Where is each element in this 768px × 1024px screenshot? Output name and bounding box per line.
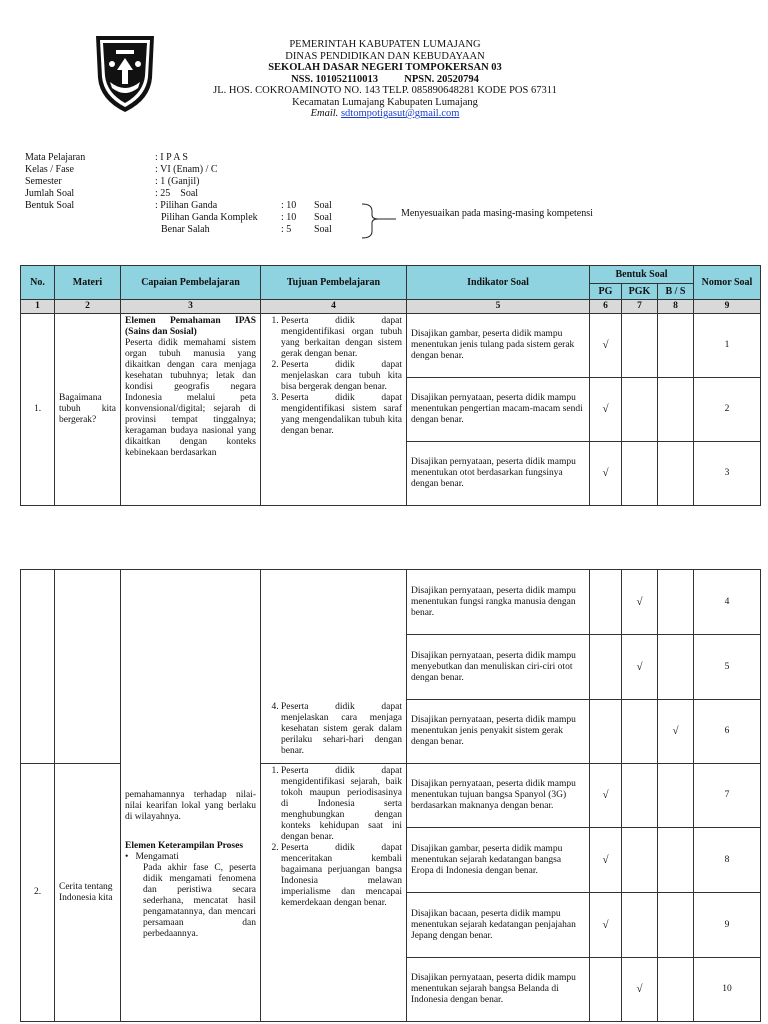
indikator-cell: Disajikan gambar, peserta didik mampu menentukan sejarah kedatangan bangsa Eropa di Indonesia dengan benar.: [407, 828, 590, 893]
bentuk-unit: Soal: [314, 212, 332, 223]
column-number-row: [21, 300, 761, 314]
exam-meta: [25, 152, 344, 236]
bentuk-name: Pilihan Ganda Komplek: [161, 212, 258, 223]
bentuk-unit: Soal: [314, 224, 332, 235]
bentuk-count: : 10: [281, 212, 297, 223]
col-number: 4: [261, 300, 407, 314]
col-number: 3: [121, 300, 261, 314]
row-materi: Cerita tentang Indonesia kita: [55, 764, 121, 1022]
curly-brace-icon: [360, 203, 396, 239]
tp-item: 2. Peserta didik dapat menceritakan kembali bagaimana perjuangan bangsa Indonesia melawan imperialisme dan mencapai kemerdekaan dengan benar.: [281, 843, 402, 909]
bs-check: [658, 442, 694, 506]
pg-check: √: [590, 378, 622, 442]
indikator-cell: Disajikan pernyataan, peserta didik mampu menyebutkan dan menuliskan ciri-ciri otot dengan benar.: [407, 635, 590, 700]
indikator-cell: Disajikan pernyataan, peserta didik mampu menentukan sejarah bangsa Belanda di Indonesia dengan benar.: [407, 958, 590, 1022]
bs-check: [658, 893, 694, 958]
header-no: No.: [21, 266, 55, 300]
cp2-bullet: • Mengamati: [125, 852, 179, 862]
pg-check: √: [590, 828, 622, 893]
col-number: 9: [694, 300, 761, 314]
bs-check: [658, 828, 694, 893]
bs-check: [658, 378, 694, 442]
pgk-check: [622, 893, 658, 958]
tp-item: 1. Peserta didik dapat mengidentifikasi sejarah, baik tokoh maupun periodisasinya di Indonesia serta menghubungkan dengan konteks kehidupan saat ini dengan benar.: [281, 766, 402, 843]
pgk-check: √: [622, 635, 658, 700]
nomor-soal: 6: [694, 700, 761, 764]
indikator-cell: Disajikan gambar, peserta didik mampu menentukan jenis tulang pada sistem gerak dengan benar.: [407, 314, 590, 378]
bentuk-unit: Soal: [314, 200, 332, 211]
pg-check: [590, 635, 622, 700]
pg-check: √: [590, 764, 622, 828]
gov-line: PEMERINTAH KABUPATEN LUMAJANG: [289, 39, 481, 50]
row-no: [21, 570, 55, 764]
col-number: 6: [590, 300, 622, 314]
row-no: 2.: [21, 764, 55, 1022]
pgk-check: [622, 828, 658, 893]
school-address: JL. HOS. COKROAMINOTO NO. 143 TELP. 085890648281 KODE POS 67311: [213, 85, 557, 96]
header-bs: B / S: [658, 284, 694, 300]
row-materi: Bagaimana tubuh kita bergerak?: [55, 314, 121, 506]
nomor-soal: 7: [694, 764, 761, 828]
email-label: Email.: [310, 108, 339, 119]
pgk-check: [622, 764, 658, 828]
cp-text: Peserta didik memahami sistem organ tubuh manusia yang dikaitkan dengan cara menjaga kesehatan tubuhnya; letak dan kondisi geografis negara Indonesia melalui peta konvensional/digital; sejarah di provinsi tempat tinggalnya; keragaman budaya nasional yang dikaitkan dengan konteks kebinekaan berdasarkan: [125, 338, 256, 458]
bs-check: [658, 570, 694, 635]
nomor-soal: 3: [694, 442, 761, 506]
nomor-soal: 10: [694, 958, 761, 1022]
bs-check: [658, 958, 694, 1022]
row-materi: [55, 570, 121, 764]
capaian-cell: [121, 314, 261, 506]
bentuk-name: : Pilihan Ganda: [155, 200, 218, 211]
pgk-check: [622, 700, 658, 764]
nomor-soal: 9: [694, 893, 761, 958]
indikator-cell: Disajikan pernyataan, peserta didik mampu menentukan pengertian macam-macam sendi dengan benar.: [407, 378, 590, 442]
nomor-soal: 1: [694, 314, 761, 378]
tp-item: 2. Peserta didik dapat menjelaskan cara tubuh kita bisa bergerak dengan benar.: [281, 360, 402, 393]
meta-label: Semester: [25, 176, 62, 187]
cp2-bullet-label: Mengamati: [135, 852, 179, 862]
header-pg: PG: [590, 284, 622, 300]
pgk-check: [622, 442, 658, 506]
col-number: 8: [658, 300, 694, 314]
indikator-cell: Disajikan bacaan, peserta didik mampu menentukan sejarah kedatangan penjajahan Jepang dengan benar.: [407, 893, 590, 958]
indikator-cell: Disajikan pernyataan, peserta didik mampu menentukan fungsi rangka manusia dengan benar.: [407, 570, 590, 635]
pg-check: [590, 958, 622, 1022]
bentuk-count: : 5: [281, 224, 292, 235]
meta-value: : I P A S: [155, 152, 188, 163]
row-no: 1.: [21, 314, 55, 506]
nomor-soal: 5: [694, 635, 761, 700]
header-tujuan: Tujuan Pembelajaran: [261, 266, 407, 300]
pg-check: [590, 570, 622, 635]
tp-item: 3. Peserta didik dapat mengidentifikasi sistem saraf yang mengendalikan tubuh kita dengan benar.: [281, 393, 402, 437]
header-bentuk-soal: Bentuk Soal: [590, 266, 694, 284]
col-number: 1: [21, 300, 55, 314]
dept-line: DINAS PENDIDIKAN DAN KEBUDAYAAN: [285, 50, 485, 62]
meta-value: : VI (Enam) / C: [155, 164, 218, 175]
indikator-cell: Disajikan pernyataan, peserta didik mampu menentukan otot berdasarkan fungsinya dengan benar.: [407, 442, 590, 506]
table-row: [21, 570, 761, 635]
bentuk-count: : 10: [281, 200, 297, 211]
cp-title: Elemen Pemahaman IPAS (Sains dan Sosial): [125, 316, 256, 337]
nomor-soal: 8: [694, 828, 761, 893]
table-row: [21, 314, 761, 378]
header-pgk: PGK: [622, 284, 658, 300]
bs-check: [658, 764, 694, 828]
pgk-check: [622, 314, 658, 378]
pgk-check: √: [622, 570, 658, 635]
tujuan-cell: [261, 570, 407, 764]
meta-label: Jumlah Soal: [25, 188, 75, 199]
pg-check: [590, 700, 622, 764]
cp-continued: pemahamannya terhadap nilai-nilai kearifan lokal yang berlaku di wilayahnya.: [125, 790, 256, 822]
pgk-check: √: [622, 958, 658, 1022]
bs-check: [658, 635, 694, 700]
header-indikator: Indikator Soal: [407, 266, 590, 300]
bentuk-name: Benar Salah: [161, 224, 210, 235]
nomor-soal: 2: [694, 378, 761, 442]
header-nomor-soal: Nomor Soal: [694, 266, 761, 300]
header-materi: Materi: [55, 266, 121, 300]
meta-value: : 1 (Ganjil): [155, 176, 200, 187]
district-line: Kecamatan Lumajang Kabupaten Lumajang: [292, 96, 478, 108]
pg-check: √: [590, 893, 622, 958]
tujuan-cell: [261, 764, 407, 1022]
meta-value: : 25 Soal: [155, 188, 199, 199]
email-link[interactable]: sdtompotigasut@gmail.com: [340, 108, 460, 119]
pgk-check: [622, 378, 658, 442]
capaian-cell: [121, 570, 261, 1022]
meta-label: Kelas / Fase: [25, 164, 74, 175]
tp-item: 1. Peserta didik dapat mengidentifikasi organ tubuh yang berkaitan dengan sistem gerak dengan benar.: [281, 316, 402, 360]
col-number: 7: [622, 300, 658, 314]
bs-check: √: [658, 700, 694, 764]
school-name: SEKOLAH DASAR NEGERI TOMPOKERSAN 03: [268, 62, 502, 73]
nomor-soal: 4: [694, 570, 761, 635]
letterhead: [150, 39, 620, 120]
meta-label: Bentuk Soal: [25, 200, 75, 211]
kisi-kisi-table-page1: [20, 265, 761, 506]
indikator-cell: Disajikan pernyataan, peserta didik mampu menentukan tujuan bangsa Spanyol (3G) berdasarkan maknanya dengan benar.: [407, 764, 590, 828]
tp-item: 4. Peserta didik dapat menjelaskan cara menjaga kesehatan sistem gerak dalam perilaku sehari-hari dengan benar.: [281, 702, 402, 757]
cp2-text: Pada akhir fase C, peserta didik mengamati fenomena dan peristiwa secara sederhana, mencatat hasil pengamatannya, dan mencari persamaan dan perbedaannya.: [143, 863, 256, 939]
kisi-kisi-table-page2: [20, 569, 761, 1022]
indikator-cell: Disajikan pernyataan, peserta didik mampu menentukan jenis penyakit sistem gerak dengan benar.: [407, 700, 590, 764]
header-capaian: Capaian Pembelajaran: [121, 266, 261, 300]
pg-check: √: [590, 314, 622, 378]
col-number: 2: [55, 300, 121, 314]
nss-npsn: NSS. 101052110013 NPSN. 20520794: [291, 73, 479, 85]
bs-check: [658, 314, 694, 378]
meta-label: Mata Pelajaran: [25, 152, 86, 163]
cp2-title: Elemen Keterampilan Proses: [125, 841, 244, 851]
bentuk-note: Menyesuaikan pada masing-masing kompetensi: [401, 208, 593, 219]
pg-check: √: [590, 442, 622, 506]
tujuan-cell: [261, 314, 407, 506]
col-number: 5: [407, 300, 590, 314]
